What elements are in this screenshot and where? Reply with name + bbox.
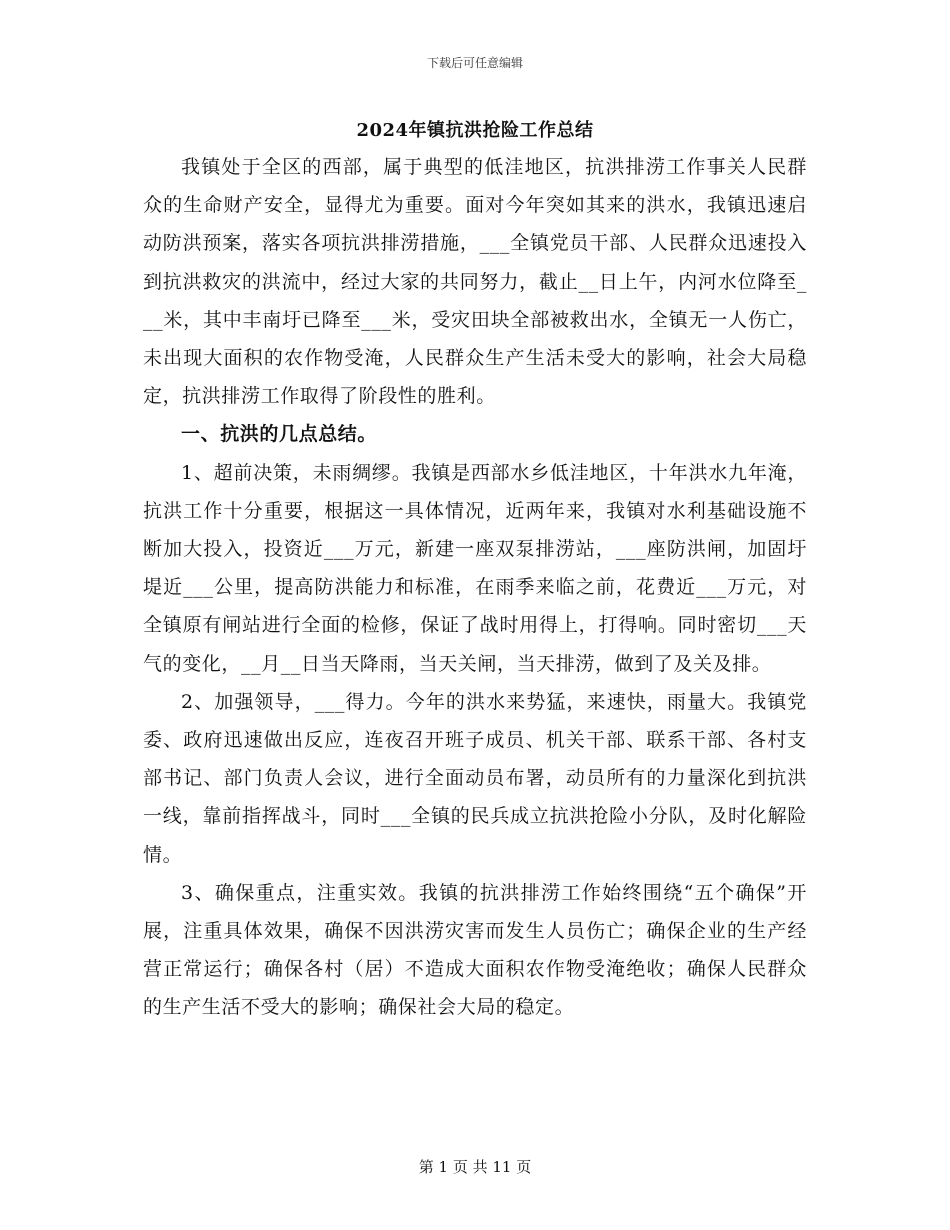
page-footer: 第 1 页 共 11 页 [418,1158,532,1176]
point-2-paragraph: 2、加强领导，___得力。今年的洪水来势猛，来速快，雨量大。我镇党委、政府迅速做出反应，连夜召开班子成员、机关干部、联系干部、各村支部书记、部门负责人会议，进行全面动员布署，动员所有的力量深化到抗洪一线，靠前指挥战斗，同时___全镇的民兵成立抗洪抢险小分队，及时化解险情。 [143,690,807,866]
point-1-paragraph: 1、超前决策，未雨绸缪。我镇是西部水乡低洼地区，十年洪水九年淹，抗洪工作十分重要，根据这一具体情况，近两年来，我镇对水利基础设施不断加大投入，投资近___万元，新建一座双泵排涝站，___座防洪闸，加固圩堤近___公里，提高防洪能力和标准，在雨季来临之前，花费近___万元，对全镇原有闸站进行全面的检修，保证了战时用得上，打得响。同时密切___天气的变化，__月__日当天降雨，当天关闸，当天排涝，做到了及关及排。 [143,461,807,675]
point-3-paragraph: 3、确保重点，注重实效。我镇的抗洪排涝工作始终围绕“五个确保”开展，注重具体效果，确保不因洪涝灾害而发生人员伤亡；确保企业的生产经营正常运行；确保各村（居）不造成大面积农作物受淹绝收；确保人民群众的生产生活不受大的影响；确保社会大局的稳定。 [143,881,807,1019]
header-note: 下载后可任意编辑 [426,56,523,70]
section-heading: 一、抗洪的几点总结。 [181,423,378,446]
intro-paragraph: 我镇处于全区的西部，属于典型的低洼地区，抗洪排涝工作事关人民群众的生命财产安全，显得尤为重要。面对今年突如其来的洪水，我镇迅速启动防洪预案，落实各项抗洪排涝措施，___全镇党员干部、人民群众迅速投入到抗洪救灾的洪流中，经过大家的共同努力，截止__日上午，内河水位降至___米，其中丰南圩已降至___米，受灾田块全部被救出水，全镇无一人伤亡，未出现大面积的农作物受淹，人民群众生产生活未受大的影响，社会大局稳定，抗洪排涝工作取得了阶段性的胜利。 [143,156,807,408]
document-title: 2024年镇抗洪抢险工作总结 [356,120,594,141]
document-body [143,148,807,1027]
